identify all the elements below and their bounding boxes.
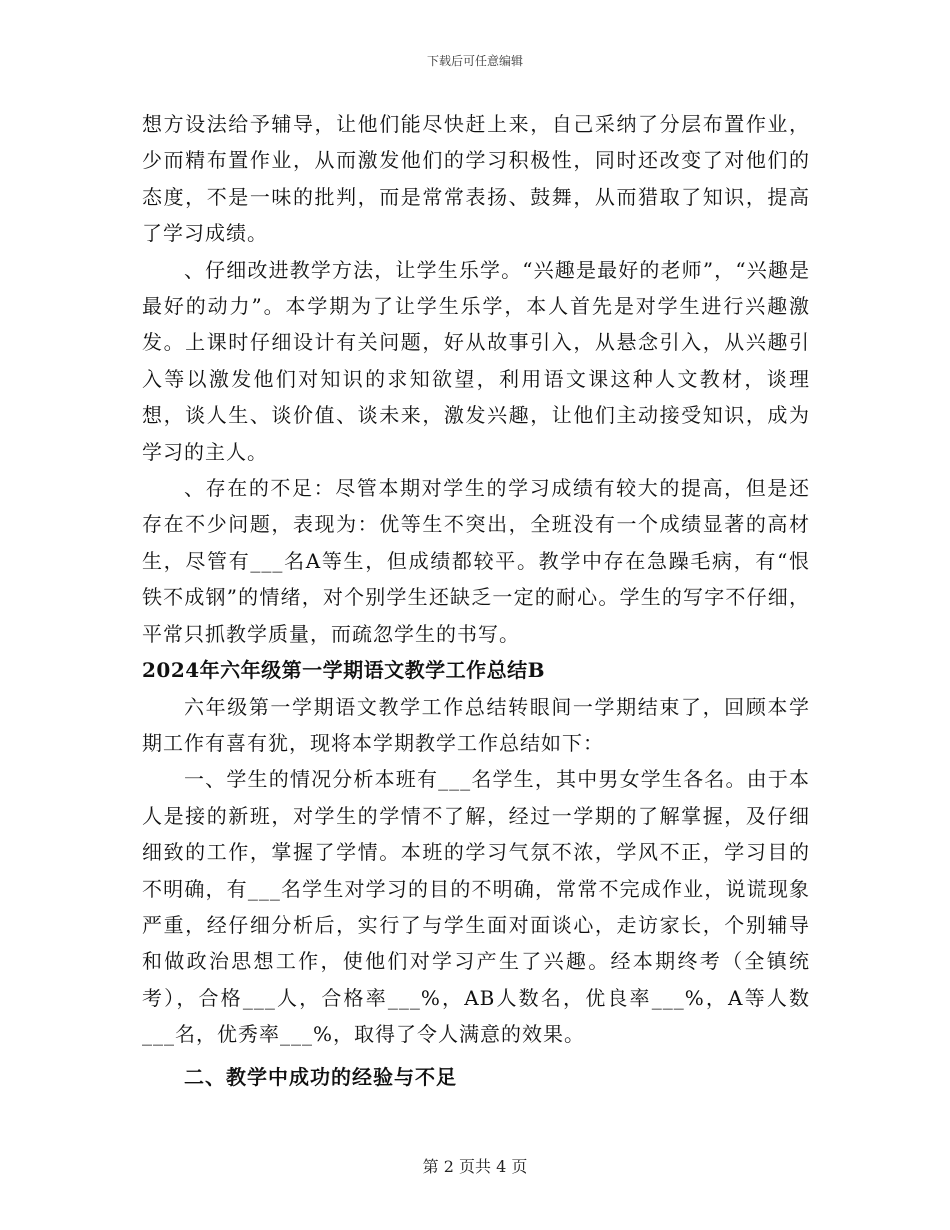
section-title: 2024年六年级第一学期语文教学工作总结B <box>142 658 546 683</box>
document-body <box>142 106 810 1095</box>
paragraph-student-analysis: 一、学生的情况分析本班有___名学生，其中男女学生各名。由于本人是接的新班，对学生的学情不了解，经过一学期的了解掌握，及仔细细致的工作，掌握了学情。本班的学习气氛不浓，学风不正，学习目的不明确，有___名学生对学习的目的不明确，常常不完成作业，说谎现象严重，经仔细分析后，实行了与学生面对面谈心，走访家长，个别辅导和做政治思想工作，使他们对学习产生了兴趣。经本期终考（全镇统考），合格___人，合格率___%，AB人数名，优良率___%，A等人数___名，优秀率___%，取得了令人满意的效果。 <box>142 767 810 1047</box>
page-number: 第 2 页共 4 页 <box>422 1157 528 1176</box>
page-header: 下载后可任意编辑 <box>426 54 523 68</box>
paragraph-teaching-methods: 、仔细改进教学方法，让学生乐学。“兴趣是最好的老师”，“兴趣是最好的动力”。本学期为了让学生乐学，本人首先是对学生进行兴趣激发。上课时仔细设计有关问题，好从故事引入，从悬念引入，从兴趣引入等以激发他们对知识的求知欲望，利用语文课这种人文教材，谈理想，谈人生、谈价值、谈未来，激发兴趣，让他们主动接受知识，成为学习的主人。 <box>142 257 810 464</box>
paragraph-intro: 六年级第一学期语文教学工作总结转眼间一学期结束了，回顾本学期工作有喜有犹，现将本学期教学工作总结如下： <box>142 694 810 755</box>
subheading-experience: 二、教学中成功的经验与不足 <box>184 1064 457 1089</box>
paragraph-shortcomings: 、存在的不足：尽管本期对学生的学习成绩有较大的提高，但是还存在不少问题，表现为：优等生不突出，全班没有一个成绩显著的高材生，尽管有___名A等生，但成绩都较平。教学中存在急躁毛病，有“恨铁不成钢”的情绪，对个别学生还缺乏一定的耐心。学生的写字不仔细，平常只抓教学质量，而疏忽学生的书写。 <box>142 476 810 646</box>
paragraph-tutoring: 想方设法给予辅导，让他们能尽快赶上来，自己采纳了分层布置作业，少而精布置作业，从而激发他们的学习积极性，同时还改变了对他们的态度，不是一味的批判，而是常常表扬、鼓舞，从而猎取了知识，提高了学习成绩。 <box>142 112 810 246</box>
